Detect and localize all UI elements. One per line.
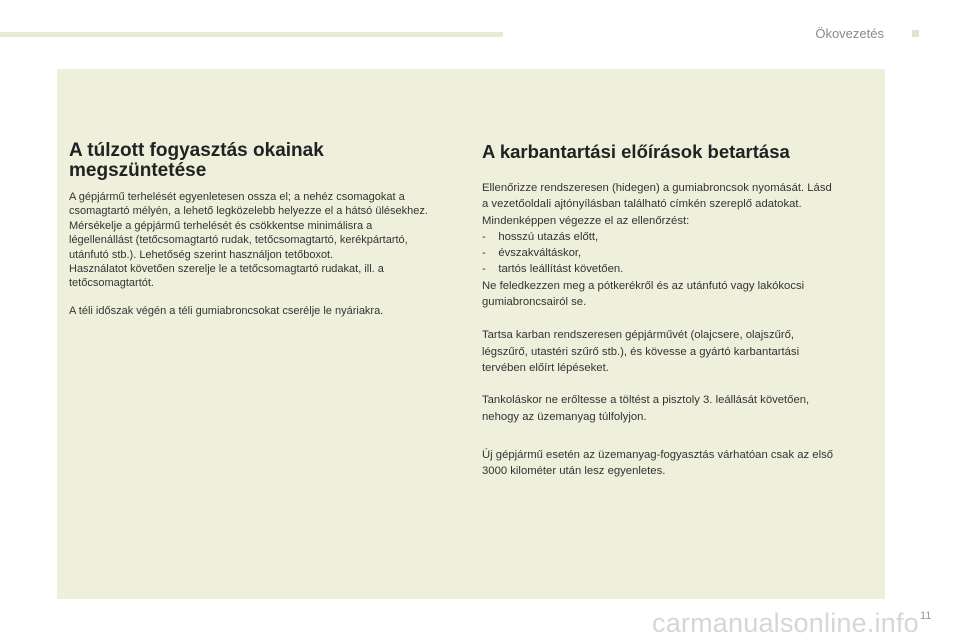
text-line: csomagtartó mélyén, a lehető legközelebb helyezze el a hátsó ülésekhez. xyxy=(69,205,428,218)
text-line: Mérsékelje a gépjármű terhelését és csökkentse minimálisra a xyxy=(69,219,373,232)
text-line: utánfutó stb.). Lehetőség szerint használjon tetőboxot. xyxy=(69,248,334,261)
text-line: tetőcsomagtartót. xyxy=(69,277,154,290)
text-line: gumiabroncsairól se. xyxy=(482,296,587,309)
text-line: Ne feledkezzen meg a pótkerékről és az utánfutó vagy lakókocsi xyxy=(482,279,805,292)
page-number: 11 xyxy=(920,610,932,622)
left-heading-line-2: megszüntetése xyxy=(69,160,207,181)
text-line: Tankoláskor ne erőltesse a töltést a pisztoly 3. leállását követően, xyxy=(482,394,810,407)
text-line: tervében előírt lépéseket. xyxy=(482,361,609,374)
right-paragraph-refuelling xyxy=(482,392,877,425)
content-panel xyxy=(57,69,885,599)
list-item: - tartós leállítást követően. xyxy=(482,263,624,276)
section-title: Ökovezetés xyxy=(815,26,884,41)
text-line: Használatot követően szerelje le a tetőcsomagtartó rudakat, ill. a xyxy=(69,263,384,276)
left-paragraph-load xyxy=(69,190,467,291)
text-line: Mindenképpen végezze el az ellenőrzést: xyxy=(482,214,690,227)
right-paragraph-maintenance xyxy=(482,327,877,376)
left-heading-line-1: A túlzott fogyasztás okainak xyxy=(69,140,324,161)
list-item: - hosszú utazás előtt, xyxy=(482,230,599,243)
right-column xyxy=(482,141,877,479)
list-item: - évszakváltáskor, xyxy=(482,247,582,260)
text-line: A gépjármű terhelését egyenletesen ossza el; a nehéz csomagokat a xyxy=(69,191,405,203)
text-line: Tartsa karban rendszeresen gépjárművét (olajcsere, olajszűrő, xyxy=(482,329,795,342)
left-paragraph-tyres: A téli időszak végén a téli gumiabroncsokat cserélje le nyáriakra. xyxy=(69,304,384,317)
text-line: nehogy az üzemanyag túlfolyjon. xyxy=(482,410,647,423)
text-line: a vezetőoldali ajtónyílásban található címkén szereplő adatokat. xyxy=(482,198,802,211)
right-heading: A karbantartási előírások betartása xyxy=(482,141,790,162)
watermark: carmanualsonline.info xyxy=(652,608,919,638)
corner-marker xyxy=(912,30,919,37)
right-paragraph-new-vehicle xyxy=(482,447,877,480)
text-line: 3000 kilométer után lesz egyenletes. xyxy=(482,465,666,478)
header-decorative-bar xyxy=(0,32,503,37)
left-heading xyxy=(69,141,467,181)
right-paragraph-tyre-pressure xyxy=(482,180,877,310)
text-line: légszűrő, utastéri szűrő stb.), és kövesse a gyártó karbantartási xyxy=(482,345,800,358)
text-line: Ellenőrizze rendszeresen (hidegen) a gumiabroncsok nyomását. Lásd xyxy=(482,182,832,194)
text-line: légellenállást (tetőcsomagtartó rudak, tetőcsomagtartó, kerékpártartó, xyxy=(69,234,408,247)
text-line: Új gépjármű esetén az üzemanyag-fogyasztás várhatóan csak az első xyxy=(482,448,834,461)
left-column xyxy=(69,141,467,318)
